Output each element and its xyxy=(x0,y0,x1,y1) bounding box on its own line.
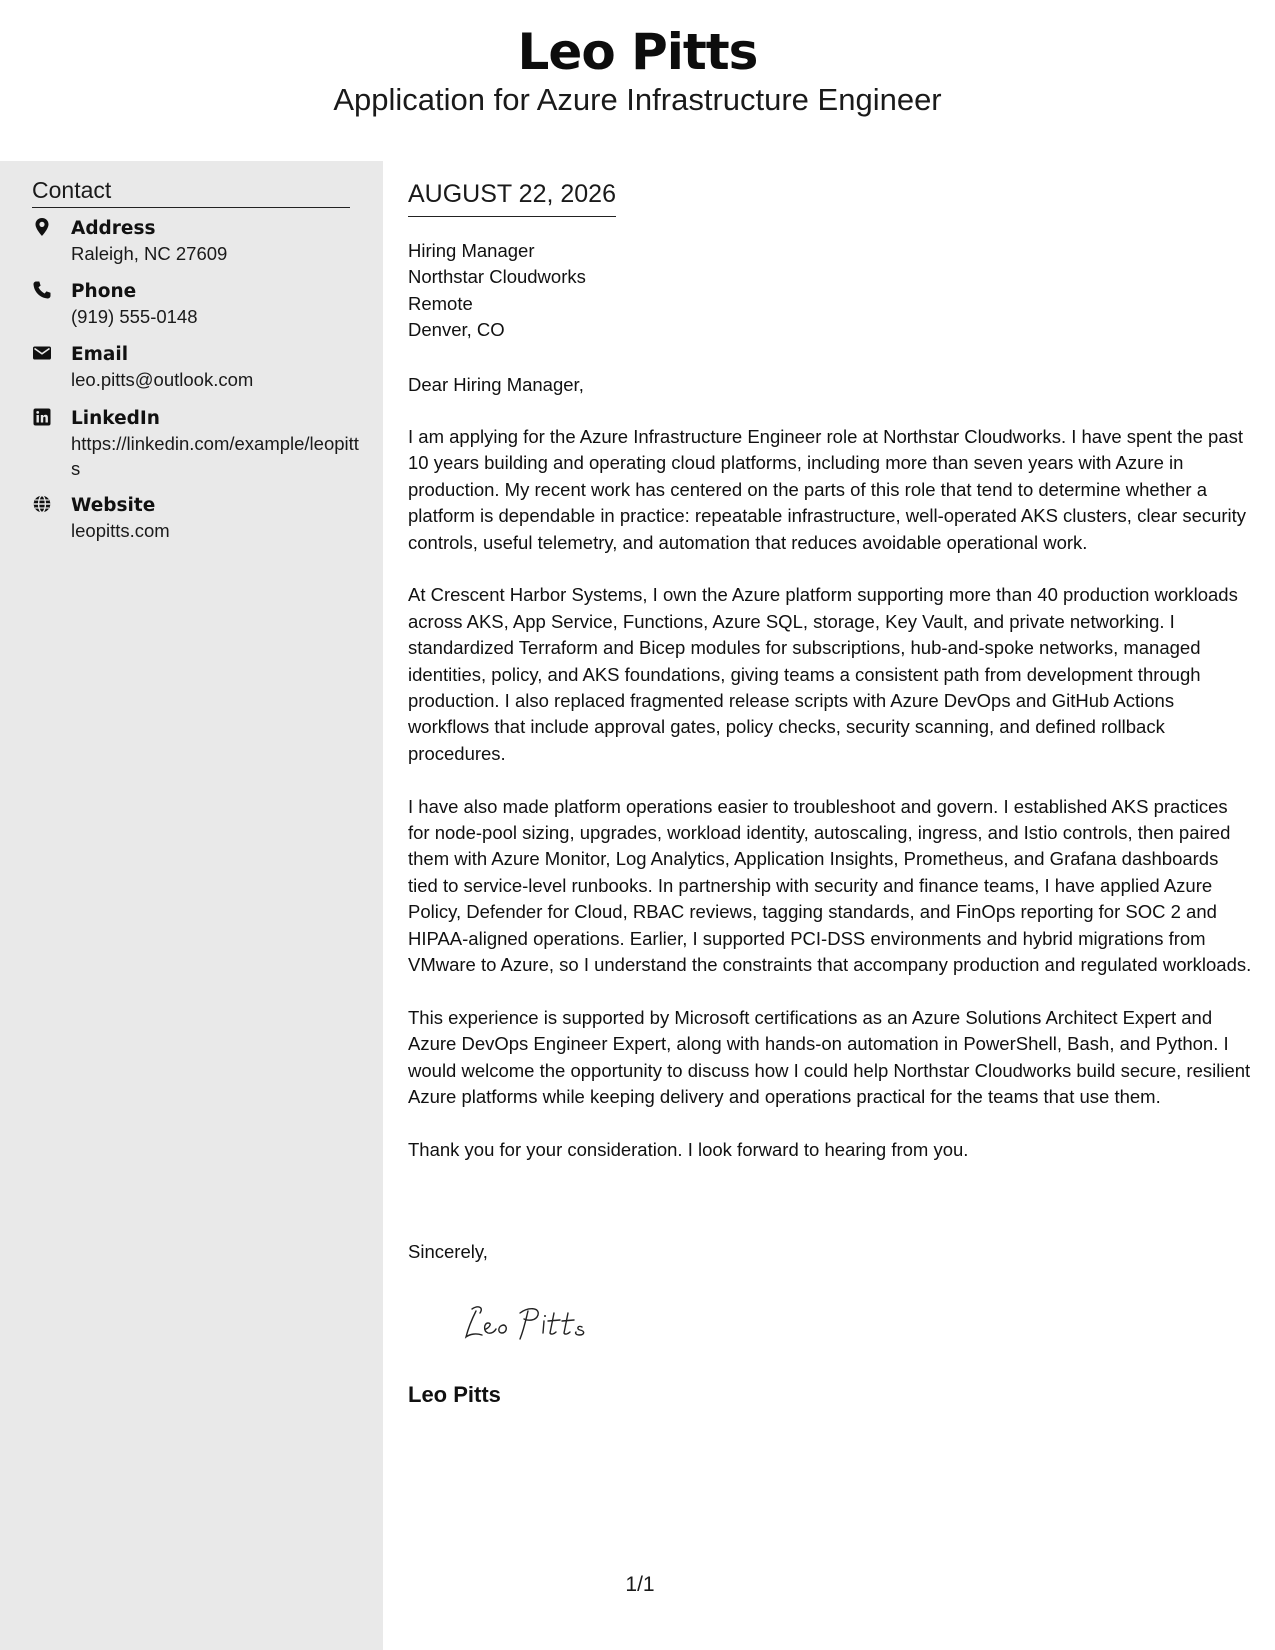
envelope-icon xyxy=(32,343,54,365)
phone-label: Phone xyxy=(71,281,137,302)
applicant-name: Leo Pitts xyxy=(517,23,758,81)
paragraph: This experience is supported by Microsoft certifications as an Azure Solutions Architect Expert and Azure DevOps Engineer Expert, along with hands-on automation in PowerShell, Bash, and Python. I would welcome the opportunity to discuss how I could help Northstar Cloudworks build secure, resilient Azure platforms while keeping delivery and operations practical for the teams that use them. xyxy=(408,1006,1251,1108)
address-value: Raleigh, NC 27609 xyxy=(71,243,228,264)
linkedin-icon xyxy=(32,407,54,429)
paragraph: Thank you for your consideration. I look forward to hearing from you. xyxy=(408,1138,969,1160)
signature-text: Leo Pitts xyxy=(458,1299,462,1300)
email-label: Email xyxy=(71,344,129,365)
website-label: Website xyxy=(71,495,156,516)
email-value: leo.pitts@outlook.com xyxy=(71,369,254,390)
recipient-line: Hiring Manager xyxy=(408,240,535,261)
page-number: 1/1 xyxy=(625,1573,655,1596)
greeting: Dear Hiring Manager, xyxy=(408,374,584,395)
address-label: Address xyxy=(71,218,156,239)
signer-name: Leo Pitts xyxy=(408,1382,501,1407)
linkedin-label: LinkedIn xyxy=(71,408,160,429)
application-title: Application for Azure Infrastructure Engineer xyxy=(333,82,942,117)
recipient-line: Remote xyxy=(408,292,473,314)
website-value[interactable]: leopitts.com xyxy=(71,520,170,541)
recipient-block xyxy=(408,238,586,343)
phone-value: (919) 555-0148 xyxy=(71,306,198,327)
paragraph: At Crescent Harbor Systems, I own the Azure platform supporting more than 40 production workloads across AKS, App Service, Functions, Azure SQL, storage, Key Vault, and private networking. I standardized Terraform and Bicep modules for subscriptions, hub-and-spoke networks, managed identities, policy, and AKS foundations, giving teams a consistent path from development through production. I also replaced fragmented release scripts with Azure DevOps and GitHub Actions workflows that include approval gates, policy checks, security scanning, and defined rollback procedures. xyxy=(408,584,1238,764)
contact-heading: Contact xyxy=(32,175,350,208)
paragraph: I have also made platform operations easier to troubleshoot and govern. I established AKS practices for node-pool sizing, upgrades, workload identity, autoscaling, ingress, and Istio controls, then paired them with Azure Monitor, Log Analytics, Application Insights, Prometheus, and Grafana dashboards tied to service-level runbooks. In partnership with security and finance teams, I have applied Azure Policy, Defender for Cloud, RBAC reviews, tagging standards, and FinOps reporting for SOC 2 and HIPAA-aligned operations. Earlier, I supported PCI-DSS environments and hybrid migrations from VMware to Azure, so I understand the constraints that accompany production and regulated workloads. xyxy=(408,795,1252,976)
contact-sidebar xyxy=(0,161,383,1650)
recipient-line: Northstar Cloudworks xyxy=(408,266,586,288)
map-pin-icon xyxy=(32,217,54,239)
closing: Sincerely, xyxy=(408,1241,488,1262)
phone-icon xyxy=(32,280,54,302)
handwritten-signature xyxy=(458,1299,628,1349)
letter-header xyxy=(0,0,1275,160)
paragraph: I am applying for the Azure Infrastructure Engineer role at Northstar Cloudworks. I have spent the past 10 years building and operating cloud platforms, including more than seven years with Azure in production. My recent work has centered on the parts of this role that tend to determine whether a platform is dependable in practice: repeatable infrastructure, well-operated AKS clusters, clear security controls, useful telemetry, and automation that reduces avoidable operational work. xyxy=(408,426,1247,553)
recipient-line: Denver, CO xyxy=(408,318,505,340)
letter-paragraphs xyxy=(408,424,1253,1190)
letter-date: AUGUST 22, 2026 xyxy=(408,178,616,217)
globe-icon xyxy=(32,494,54,516)
linkedin-value[interactable]: https://linkedin.com/example/leopitts xyxy=(71,433,359,479)
